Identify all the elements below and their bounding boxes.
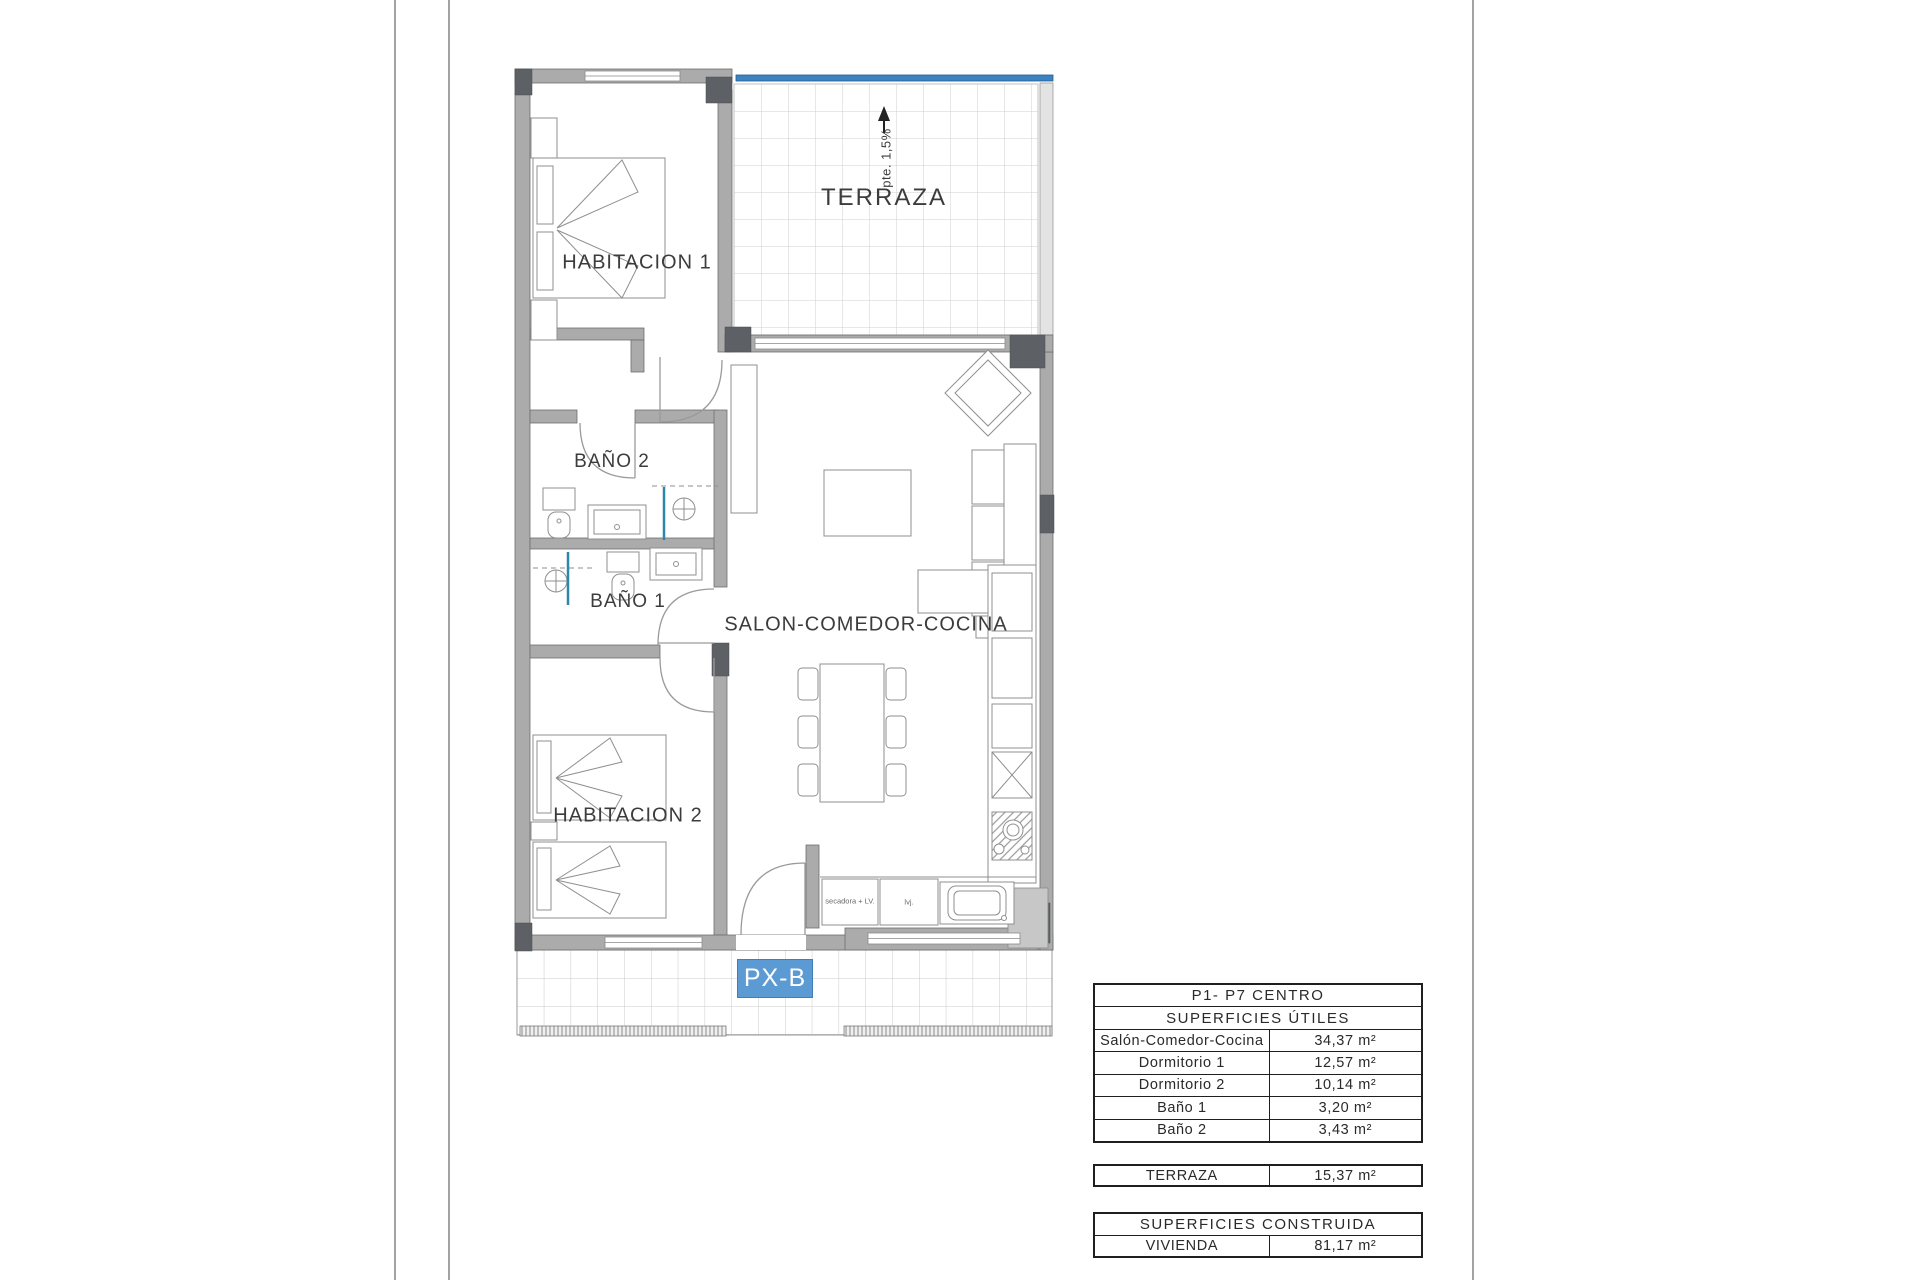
row-value: 12,57 m² bbox=[1314, 1054, 1377, 1071]
table-row bbox=[1095, 1074, 1421, 1096]
label-dishwasher: lvj. bbox=[904, 897, 914, 907]
table-row bbox=[1095, 1119, 1421, 1141]
label-bano1: BAÑO 1 bbox=[590, 591, 666, 612]
row-value: 3,20 m² bbox=[1318, 1099, 1373, 1116]
row-value: 34,37 m² bbox=[1314, 1032, 1377, 1049]
surfaces-table bbox=[1093, 983, 1423, 1143]
label-washer: secadora + LV. bbox=[825, 896, 875, 906]
terrace-parapet bbox=[1040, 83, 1053, 335]
bed-habitacion1 bbox=[531, 118, 665, 340]
table-title: P1- P7 CENTRO bbox=[1191, 987, 1325, 1005]
row-label: TERRAZA bbox=[1095, 1166, 1270, 1185]
row-label: Salón-Comedor-Cocina bbox=[1095, 1030, 1270, 1051]
label-terraza: TERRAZA bbox=[820, 184, 948, 211]
bathroom2-fixtures bbox=[543, 486, 718, 539]
row-label: Dormitorio 1 bbox=[1095, 1052, 1270, 1073]
row-label: VIVIENDA bbox=[1095, 1236, 1270, 1257]
terrace-blue-line bbox=[736, 75, 1053, 81]
console-cabinet bbox=[731, 365, 757, 513]
table-row bbox=[1095, 1051, 1421, 1073]
coffee-table bbox=[824, 470, 911, 536]
row-label: Dormitorio 2 bbox=[1095, 1075, 1270, 1096]
label-bano2: BAÑO 2 bbox=[574, 451, 650, 472]
unit-badge: PX-B bbox=[737, 959, 813, 998]
dining-set bbox=[798, 664, 906, 802]
terrace-table bbox=[1093, 1164, 1423, 1187]
door-entry bbox=[741, 863, 805, 935]
edge-hatch-right bbox=[844, 1026, 1052, 1036]
oven-column bbox=[992, 752, 1032, 798]
label-habitacion2: HABITACION 2 bbox=[553, 804, 703, 827]
row-value: 3,43 m² bbox=[1318, 1122, 1373, 1139]
label-slope-note: pte. 1,5% bbox=[878, 128, 894, 188]
row-label: Baño 2 bbox=[1095, 1120, 1270, 1141]
row-value: 15,37 m² bbox=[1314, 1167, 1377, 1184]
fridge bbox=[918, 570, 988, 613]
hob bbox=[992, 812, 1032, 860]
table-subtitle: SUPERFICIES ÚTILES bbox=[1095, 1006, 1421, 1028]
table-title: SUPERFICIES CONSTRUIDA bbox=[1139, 1215, 1377, 1233]
edge-hatch-left bbox=[520, 1026, 726, 1036]
table-row bbox=[1095, 1096, 1421, 1118]
row-label: Baño 1 bbox=[1095, 1097, 1270, 1118]
label-salon: SALON-COMEDOR-COCINA bbox=[724, 613, 1008, 636]
row-value: 81,17 m² bbox=[1314, 1237, 1377, 1254]
table-row bbox=[1095, 1235, 1421, 1257]
table-row bbox=[1095, 1166, 1421, 1185]
door-habitacion2 bbox=[660, 658, 714, 712]
row-value: 10,14 m² bbox=[1314, 1077, 1377, 1094]
built-surface-table bbox=[1093, 1212, 1423, 1258]
kitchen-sink bbox=[940, 882, 1014, 924]
label-habitacion1: HABITACION 1 bbox=[562, 251, 712, 274]
door-bano1 bbox=[658, 589, 714, 645]
table-row bbox=[1095, 1029, 1421, 1051]
